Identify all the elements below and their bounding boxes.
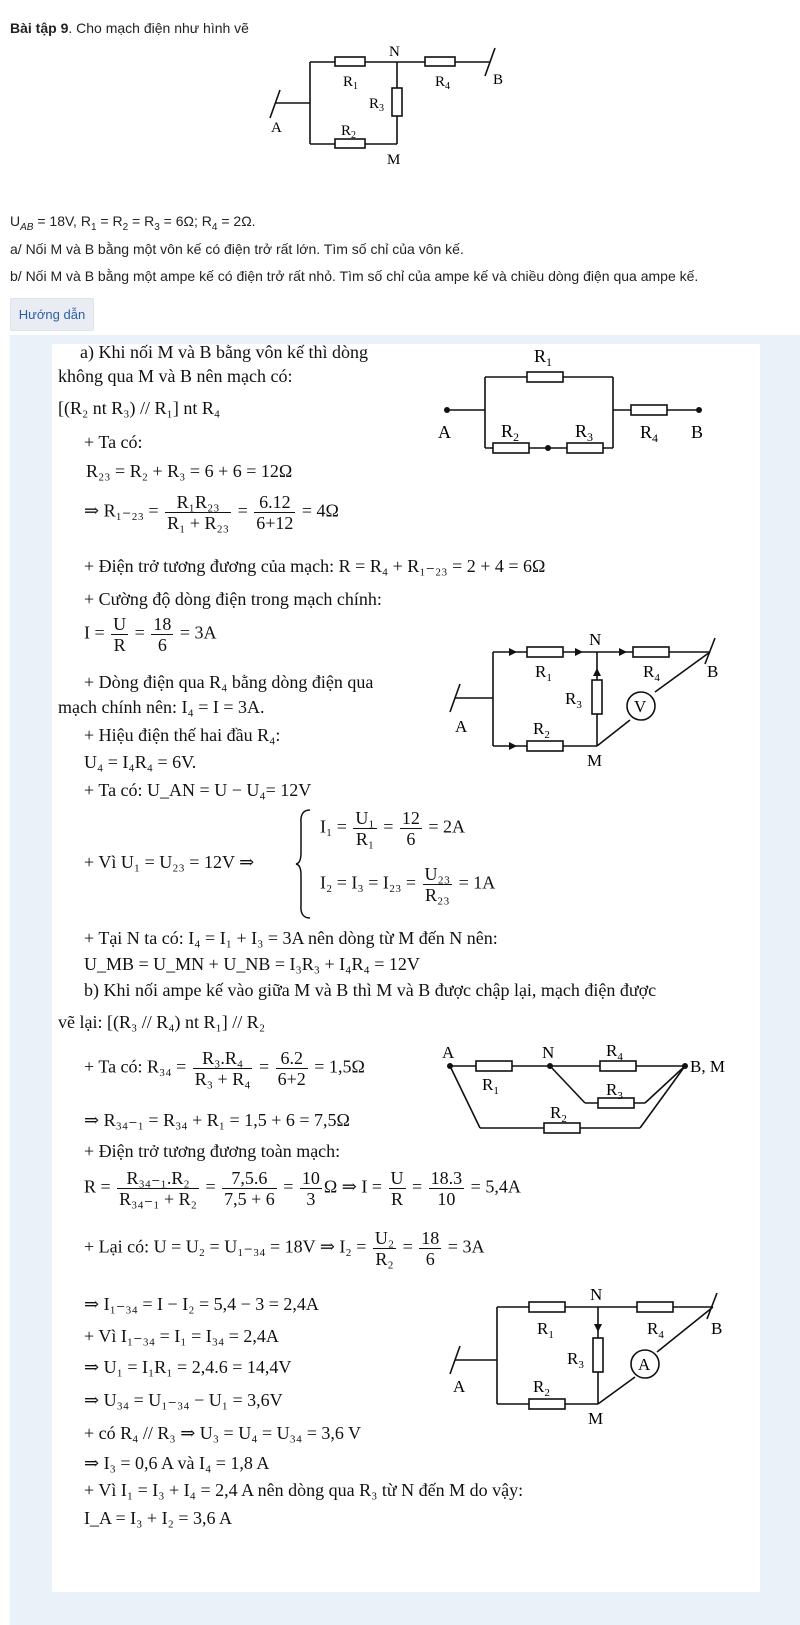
problem-circuit-diagram <box>265 40 525 170</box>
voltmeter-label: V <box>634 697 647 716</box>
svg-text:R1: $R_1$ <box>535 662 552 684</box>
problem-heading <box>10 20 249 36</box>
sol-line: + Hiệu điện thế hai đầu R₄: <box>84 725 281 745</box>
sol-line: + Ta có: R₃₄ = $\frac{\text{R₃.R₄}}{\text{R₃ + R₄}}$ = $\frac{6.2}{6+2}$ = 1,5Ω <box>84 1048 365 1089</box>
sol-line: a) Khi nối M và B bằng vôn kế thì dòng <box>80 342 368 362</box>
svg-text:M: M <box>587 751 603 770</box>
sol-line: ⇒ U₁ = I₁R₁ = 2,4.6 = 14,4V <box>84 1357 292 1377</box>
svg-text:N: N <box>589 630 602 649</box>
sol-line: U_MB = U_MN + U_NB = I₃R₃ + I₄R₄ = 12V <box>84 954 420 974</box>
sol-line: + Vì I₁₋₃₄ = I₁ = I₃₄ = 2,4A <box>84 1326 279 1346</box>
sol-line: + Vì U₁ = U₂₃ = 12V ⇒ <box>84 852 255 872</box>
svg-text:A: A <box>442 1043 455 1062</box>
label-M: M <box>387 152 401 168</box>
label-N: N <box>389 44 400 60</box>
svg-text:N: N <box>590 1285 603 1304</box>
sol-line: I_A = I₃ + I₂ = 3,6 A <box>84 1508 232 1528</box>
label-R1: $R_1$ <box>343 74 359 92</box>
sol-line: I₁ = $\frac{\text{U₁}}{\text{R₁}}$ = $\frac{12}{6}$ = 2A <box>320 808 466 849</box>
svg-text:R2: $R_2$ <box>550 1103 567 1125</box>
svg-text:R3: $R_3$ <box>565 689 582 711</box>
svg-text:R4: $R_4$ <box>606 1041 623 1063</box>
sol-line: ⇒ R₁₋₂₃ = $\frac{\text{R₁R₂₃}}{\text{R₁ + R₂₃}}$ = $\frac{6.12}{6+12}$ = 4Ω <box>84 492 339 533</box>
circuit-diagram-ammeter <box>445 1282 735 1432</box>
sol-line: + có R₄ // R₃ ⇒ U₃ = U₄ = U₃₄ = 3,6 V <box>84 1423 362 1443</box>
svg-text:R3: $R_3$ <box>606 1080 623 1102</box>
sol-line: ⇒ U₃₄ = U₁₋₃₄ − U₁ = 3,6V <box>84 1390 283 1410</box>
svg-text:R3: $R_3$ <box>575 421 594 444</box>
sol-line: + Vì I₁ = I₃ + I₄ = 2,4 A nên dòng qua R₃ từ N đến M do vậy: <box>84 1480 524 1500</box>
svg-text:R4: $R_4$ <box>647 1319 664 1341</box>
sol-line: + Tại N ta có: I₄ = I₁ + I₃ = 3A nên dòng từ M đến N nên: <box>84 928 498 948</box>
sol-line: ⇒ I₃ = 0,6 A và I₄ = 1,8 A <box>84 1453 270 1473</box>
svg-text:R2: $R_2$ <box>533 719 550 741</box>
sol-line: không qua M và B nên mạch có: <box>58 366 293 386</box>
sol-line: R₂₃ = R₂ + R₃ = 6 + 6 = 12Ω <box>86 461 293 481</box>
svg-text:R2: $R_2$ <box>533 1377 550 1399</box>
svg-text:B, M: B, M <box>690 1057 725 1076</box>
sol-line: + Điện trở tương đương toàn mạch: <box>84 1141 341 1161</box>
question-b: b/ Nối M và B bằng một ampe kế có điện trở rất nhỏ. Tìm số chỉ của ampe kế và chiều dòng điện qua ampe kế. <box>10 268 699 284</box>
svg-text:N: N <box>542 1043 555 1062</box>
sol-line: + Ta có: <box>84 432 143 452</box>
svg-text:R2: $R_2$ <box>501 421 520 444</box>
label-A: A <box>271 120 282 136</box>
given-values: $U_{AB} = 18V$, $R_1 = R_2 = R_3 = 6\Omega$; $R_4 = 2\Omega$. <box>10 213 256 233</box>
sol-line: + Cường độ dòng điện trong mạch chính: <box>84 589 382 609</box>
svg-text:R1: $R_1$ <box>534 346 553 369</box>
sol-line: + Lại có: U = U₂ = U₁₋₃₄ = 18V ⇒ I₂ = $\frac{\text{U₂}}{\text{R₂}}$ = $\frac{18}{6}$ = 3A <box>84 1228 485 1269</box>
brace-system <box>295 808 315 920</box>
problem-title: Bài tập 9 <box>10 20 69 36</box>
sol-line: R = $\frac{\text{R₃₄₋₁.R₂}}{\text{R₃₄₋₁ + R₂}}$ = $\frac{7,5.6}{7,5 + 6}$ = $\frac{10}{3}$ Ω ⇒ I = $\frac{U}{R}$ = $\frac{18.3}{10}$ = 5,4A <box>84 1168 521 1209</box>
circuit-diagram-a-equivalent <box>435 342 725 462</box>
sol-line: b) Khi nối ampe kế vào giữa M và B thì M và B được chập lại, mạch điện được <box>84 980 657 1000</box>
svg-text:B: B <box>691 422 704 442</box>
svg-text:R4: $R_4$ <box>640 422 659 445</box>
svg-text:R1: $R_1$ <box>537 1319 554 1341</box>
sol-line: [(R₂ nt R₃) // R₁] nt R₄ <box>58 398 221 418</box>
circuit-diagram-b-redrawn <box>440 1038 740 1138</box>
sol-line: I = $\frac{U}{R}$ = $\frac{18}{6}$ = 3A <box>84 614 217 655</box>
svg-text:M: M <box>588 1409 604 1428</box>
question-a: a/ Nối M và B bằng một vôn kế có điện trở rất lớn. Tìm số chỉ của vôn kế. <box>10 241 464 257</box>
label-R3: $R_3$ <box>369 96 385 114</box>
sol-line: ⇒ R₃₄₋₁ = R₃₄ + R₁ = 1,5 + 6 = 7,5Ω <box>84 1110 350 1130</box>
svg-text:A: A <box>438 422 451 442</box>
svg-text:R1: $R_1$ <box>482 1075 499 1097</box>
label-B: B <box>493 72 504 88</box>
sol-line: + Ta có: U_AN = U − U₄= 12V <box>84 780 312 800</box>
guide-button[interactable]: Hướng dẫn <box>10 298 94 331</box>
sol-line: + Điện trở tương đương của mạch: R = R₄ + R₁₋₂₃ = 2 + 4 = 6Ω <box>84 556 546 576</box>
svg-text:R3: $R_3$ <box>567 1349 584 1371</box>
svg-text:A: A <box>453 1377 466 1396</box>
circuit-diagram-voltmeter <box>445 630 735 770</box>
sol-line: ⇒ I₁₋₃₄ = I − I₂ = 5,4 − 3 = 2,4A <box>84 1294 319 1314</box>
sol-line: vẽ lại: [(R₃ // R₄) nt R₁] // R₂ <box>58 1012 266 1032</box>
sol-line: + Dòng điện qua R₄ bằng dòng điện qua <box>84 672 374 692</box>
svg-text:B: B <box>707 662 719 681</box>
label-R4: $R_4$ <box>435 74 451 92</box>
problem-statement: . Cho mạch điện như hình vẽ <box>68 20 249 36</box>
sol-line: U₄ = I₄R₄ = 6V. <box>84 752 197 772</box>
sol-line: I₂ = I₃ = I₂₃ = $\frac{\text{U₂₃}}{\text{R₂₃}}$ = 1A <box>320 864 496 905</box>
svg-text:B: B <box>711 1319 723 1338</box>
ammeter-label: A <box>638 1355 651 1374</box>
svg-text:R4: $R_4$ <box>643 662 660 684</box>
svg-text:A: A <box>455 717 468 736</box>
label-R2: $R_2$ <box>341 123 357 141</box>
sol-line: mạch chính nên: I₄ = I = 3A. <box>58 697 265 717</box>
